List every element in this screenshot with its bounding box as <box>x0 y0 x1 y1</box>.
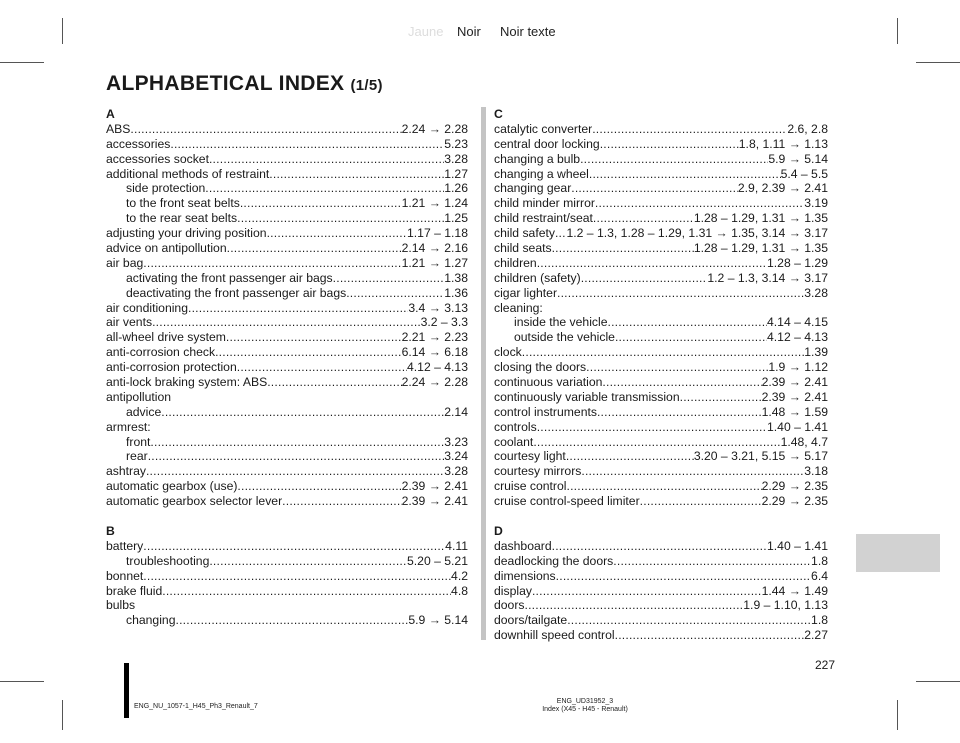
entry-page-ref: 5.23 <box>444 136 468 151</box>
index-entry <box>494 360 828 375</box>
page-title <box>106 72 383 96</box>
index-subentry <box>106 449 468 464</box>
dot-leader <box>613 554 811 569</box>
entry-label: rear <box>126 449 148 464</box>
dot-leader <box>615 330 767 345</box>
index-entry <box>494 464 828 479</box>
dot-leader <box>205 181 444 196</box>
entry-label: downhill speed control <box>494 628 615 643</box>
entry-label: to the rear seat belts <box>126 211 238 226</box>
entry-label: deactivating the front passenger air bags <box>126 285 347 300</box>
index-entry <box>106 375 468 390</box>
entry-label: children <box>494 255 537 270</box>
page-title-part: (1/5) <box>350 77 383 94</box>
index-entry <box>494 449 828 464</box>
entry-page-ref: 3.20 – 3.21, 5.15 → 5.17 <box>693 449 828 464</box>
dot-leader <box>269 167 444 182</box>
dot-leader <box>581 271 708 286</box>
entry-page-ref: 1.40 – 1.41 <box>767 419 828 434</box>
entry-page-ref: 2.14 <box>444 404 468 419</box>
dot-leader <box>615 628 805 643</box>
index-entry <box>494 152 828 167</box>
index-entry <box>494 435 828 450</box>
dot-leader <box>522 345 804 360</box>
entry-label: continuously variable transmission <box>494 389 680 404</box>
footer-left-code: ENG_NU_1057-1_H45_Ph3_Renault_7 <box>134 703 258 710</box>
entry-label: anti-lock braking system: ABS <box>106 375 268 390</box>
entry-label: adjusting your driving position <box>106 226 267 241</box>
entry-label: additional methods of restraint <box>106 166 270 181</box>
entry-page-ref: 3.23 <box>444 434 468 449</box>
entry-page-ref: 1.27 <box>444 166 468 181</box>
index-entry <box>106 122 468 137</box>
entry-page-ref: 1.21 → 1.27 <box>401 255 468 270</box>
index-subentry <box>106 613 468 628</box>
index-section-letter: B <box>106 523 115 538</box>
entry-page-ref: 6.4 <box>811 568 828 583</box>
entry-label: to the front seat belts <box>126 196 240 211</box>
entry-label: automatic gearbox (use) <box>106 479 238 494</box>
entry-label: cruise control-speed limiter <box>494 494 640 509</box>
entry-label: inside the vehicle <box>514 315 608 330</box>
entry-label: catalytic converter <box>494 121 593 136</box>
entry-page-ref: 3.2 – 3.3 <box>420 315 468 330</box>
index-entry <box>494 286 828 301</box>
entry-label: accessories <box>106 136 171 151</box>
index-subentry <box>494 315 828 330</box>
entry-page-ref: 1.39 <box>804 345 828 360</box>
dot-leader <box>162 584 451 599</box>
index-entry <box>106 345 468 360</box>
entry-page-ref: 1.9 → 1.12 <box>768 360 828 375</box>
index-entry <box>494 539 828 554</box>
index-entry <box>106 569 468 584</box>
entry-page-ref: 2.21 → 2.23 <box>401 330 468 345</box>
index-heading: cleaning: <box>494 300 543 315</box>
entry-page-ref: 2.14 → 2.16 <box>401 241 468 256</box>
index-section-letter: C <box>494 107 503 121</box>
index-subentry <box>106 271 468 286</box>
crop-mark <box>0 681 44 682</box>
entry-label: display <box>494 583 532 598</box>
entry-page-ref: 2.24 → 2.28 <box>401 375 468 390</box>
entry-label: child safety <box>494 226 555 241</box>
index-entry <box>494 241 828 256</box>
index-entry <box>106 226 468 241</box>
index-entry <box>494 420 828 435</box>
index-entry <box>106 241 468 256</box>
dot-leader <box>188 301 408 316</box>
entry-label: children (safety) <box>494 270 581 285</box>
dot-leader <box>209 152 444 167</box>
dot-leader <box>215 345 402 360</box>
index-subentry <box>106 181 468 196</box>
entry-page-ref: 1.8 <box>811 613 828 628</box>
entry-label: accessories socket <box>106 151 209 166</box>
entry-label: deadlocking the doors <box>494 553 614 568</box>
dot-leader <box>143 569 451 584</box>
footer-right-code <box>520 698 650 714</box>
entry-label: changing a bulb <box>494 151 581 166</box>
dot-leader <box>566 479 761 494</box>
dot-leader <box>152 315 421 330</box>
dot-leader <box>586 360 768 375</box>
dot-leader <box>209 554 407 569</box>
index-entry <box>494 226 828 241</box>
index-heading: armrest: <box>106 419 151 434</box>
dot-leader <box>581 464 804 479</box>
crop-mark <box>62 700 63 730</box>
dot-leader <box>533 435 780 450</box>
index-entry <box>494 137 828 152</box>
entry-label: continuous variation <box>494 375 603 390</box>
entry-page-ref: 3.19 <box>804 196 828 211</box>
dot-leader <box>571 181 738 196</box>
entry-label: dimensions <box>494 568 556 583</box>
entry-page-ref: 1.40 – 1.41 <box>767 538 828 553</box>
footer-right-line1: ENG_UD31952_3 <box>556 698 614 705</box>
entry-label: air vents <box>106 315 153 330</box>
dot-leader <box>226 330 402 345</box>
index-entry <box>494 181 828 196</box>
dot-leader <box>566 449 694 464</box>
entry-page-ref: 2.29 → 2.35 <box>761 494 828 509</box>
index-subentry <box>106 554 468 569</box>
entry-page-ref: 1.8, 1.11 → 1.13 <box>738 136 828 151</box>
entry-page-ref: 2.6, 2.8 <box>787 121 828 136</box>
dot-leader <box>567 613 811 628</box>
dot-leader <box>537 420 767 435</box>
index-entry <box>494 613 828 628</box>
entry-page-ref: 1.28 – 1.29 <box>767 255 828 270</box>
entry-label: front <box>126 434 151 449</box>
dot-leader <box>600 137 739 152</box>
index-subentry <box>106 286 468 301</box>
footer-right-line2: Index (X45 - H45 - Renault) <box>542 706 628 713</box>
index-entry <box>494 569 828 584</box>
index-entry <box>494 390 828 405</box>
entry-label: activating the front passenger air bags <box>126 270 333 285</box>
index-subentry <box>106 405 468 420</box>
entry-label: automatic gearbox selector lever <box>106 494 283 509</box>
dot-leader <box>532 584 762 599</box>
crop-mark <box>897 18 898 44</box>
entry-label: controls <box>494 419 537 434</box>
dot-leader <box>552 539 767 554</box>
entry-label: courtesy mirrors <box>494 464 582 479</box>
index-entry <box>106 256 468 271</box>
entry-page-ref: 3.28 <box>804 285 828 300</box>
entry-page-ref: 2.39 → 2.41 <box>761 375 828 390</box>
entry-page-ref: 1.25 <box>444 211 468 226</box>
entry-label: changing a wheel <box>494 166 589 181</box>
dot-leader <box>237 211 444 226</box>
entry-page-ref: 1.28 – 1.29, 1.31 → 1.35 <box>693 211 828 226</box>
entry-page-ref: 1.2 – 1.3, 3.14 → 3.17 <box>707 270 828 285</box>
entry-label: closing the doors <box>494 360 587 375</box>
index-entry <box>494 211 828 226</box>
index-entry <box>106 539 468 554</box>
index-entry <box>494 628 828 643</box>
dot-leader <box>608 315 768 330</box>
dot-leader <box>143 539 445 554</box>
crop-mark <box>62 18 63 44</box>
index-entry <box>494 167 828 182</box>
index-entry <box>494 584 828 599</box>
dot-leader <box>580 152 768 167</box>
dot-leader <box>237 479 401 494</box>
entry-page-ref: 5.9 → 5.14 <box>408 613 468 628</box>
entry-label: ABS <box>106 121 131 136</box>
dot-leader <box>161 405 444 420</box>
dot-leader <box>593 211 694 226</box>
entry-page-ref: 4.8 <box>451 583 468 598</box>
dot-leader <box>557 286 804 301</box>
index-entry <box>494 405 828 420</box>
entry-label: troubleshooting <box>126 553 210 568</box>
dot-leader <box>556 569 811 584</box>
entry-page-ref: 1.48 → 1.59 <box>761 404 828 419</box>
index-entry <box>494 196 828 211</box>
entry-page-ref: 2.24 → 2.28 <box>401 121 468 136</box>
entry-label: all-wheel drive system <box>106 330 226 345</box>
entry-page-ref: 2.39 → 2.41 <box>401 494 468 509</box>
entry-label: child seats <box>494 241 552 256</box>
dot-leader <box>282 494 401 509</box>
entry-page-ref: 1.48, 4.7 <box>780 434 828 449</box>
entry-label: coolant <box>494 434 534 449</box>
header-color-label: Noir texte <box>500 24 556 39</box>
index-entry <box>106 479 468 494</box>
section-tab <box>856 534 940 572</box>
dot-leader <box>267 375 401 390</box>
index-entry <box>494 345 828 360</box>
spacer <box>494 509 828 524</box>
index-subentry <box>494 330 828 345</box>
entry-page-ref: 4.12 – 4.13 <box>407 360 468 375</box>
entry-label: advice on antipollution <box>106 241 227 256</box>
entry-page-ref: 1.26 <box>444 181 468 196</box>
entry-page-ref: 1.44 → 1.49 <box>761 583 828 598</box>
dot-leader <box>525 598 744 613</box>
index-column-right <box>494 107 828 643</box>
entry-label: dashboard <box>494 538 552 553</box>
entry-page-ref: 4.2 <box>451 568 468 583</box>
dot-leader <box>146 464 444 479</box>
dot-leader <box>150 435 444 450</box>
dot-leader <box>346 286 444 301</box>
crop-mark <box>916 62 960 63</box>
dot-leader <box>680 390 762 405</box>
entry-label: cruise control <box>494 479 567 494</box>
entry-label: clock <box>494 345 522 360</box>
entry-page-ref: 4.14 – 4.15 <box>767 315 828 330</box>
entry-label: battery <box>106 538 144 553</box>
index-subentry <box>106 211 468 226</box>
entry-page-ref: 3.28 <box>444 464 468 479</box>
entry-page-ref: 4.11 <box>445 538 468 553</box>
dot-leader <box>552 241 694 256</box>
dot-leader <box>537 256 767 271</box>
index-entry <box>494 271 828 286</box>
index-column-left <box>106 107 468 628</box>
entry-label: changing gear <box>494 181 572 196</box>
dot-leader <box>333 271 445 286</box>
entry-label: bonnet <box>106 568 144 583</box>
dot-leader <box>597 405 762 420</box>
dot-leader <box>267 226 407 241</box>
entry-page-ref: 6.14 → 6.18 <box>401 345 468 360</box>
dot-leader <box>148 449 445 464</box>
index-entry <box>494 494 828 509</box>
entry-page-ref: 2.39 → 2.41 <box>401 479 468 494</box>
index-entry <box>106 301 468 316</box>
header-color-label: Jaune <box>408 24 444 39</box>
entry-label: air bag <box>106 255 144 270</box>
index-subentry <box>106 435 468 450</box>
footer-bar <box>124 663 129 718</box>
index-heading: antipollution <box>106 389 172 404</box>
index-entry <box>106 360 468 375</box>
crop-mark <box>0 62 44 63</box>
index-entry <box>494 554 828 569</box>
index-section-letter: A <box>106 107 115 121</box>
dot-leader <box>130 122 401 137</box>
entry-label: central door locking <box>494 136 600 151</box>
entry-page-ref: 2.39 → 2.41 <box>761 389 828 404</box>
entry-label: anti-corrosion protection <box>106 360 237 375</box>
index-subentry <box>106 196 468 211</box>
entry-page-ref: 1.38 <box>444 270 468 285</box>
entry-label: child restraint/seat <box>494 211 593 226</box>
entry-page-ref: 3.4 → 3.13 <box>408 300 468 315</box>
index-entry <box>106 315 468 330</box>
entry-page-ref: 3.18 <box>804 464 828 479</box>
dot-leader <box>143 256 401 271</box>
index-entry <box>494 122 828 137</box>
dot-leader <box>640 494 762 509</box>
entry-page-ref: 3.24 <box>444 449 468 464</box>
entry-page-ref: 1.36 <box>444 285 468 300</box>
dot-leader <box>170 137 444 152</box>
spacer <box>106 509 468 524</box>
entry-page-ref: 5.20 – 5.21 <box>407 553 468 568</box>
index-entry <box>106 152 468 167</box>
dot-leader <box>592 122 787 137</box>
entry-label: brake fluid <box>106 583 163 598</box>
entry-page-ref: 1.21 → 1.24 <box>401 196 468 211</box>
index-entry <box>106 137 468 152</box>
entry-label: anti-corrosion check <box>106 345 216 360</box>
entry-page-ref: 1.2 – 1.3, 1.28 – 1.29, 1.31 → 1.35, 3.14 → 3.17 <box>566 226 828 241</box>
index-entry <box>494 598 828 613</box>
entry-page-ref: 4.12 – 4.13 <box>767 330 828 345</box>
index-entry <box>106 330 468 345</box>
index-entry <box>106 584 468 599</box>
entry-label: ashtray <box>106 464 146 479</box>
entry-label: side protection <box>126 181 206 196</box>
entry-page-ref: 1.17 – 1.18 <box>407 226 468 241</box>
entry-label: advice <box>126 404 162 419</box>
index-section-letter: D <box>494 523 503 538</box>
dot-leader <box>602 375 761 390</box>
dot-leader <box>240 196 402 211</box>
index-entry <box>494 479 828 494</box>
crop-mark <box>897 700 898 730</box>
entry-page-ref: 1.8 <box>811 553 828 568</box>
entry-page-ref: 2.27 <box>804 628 828 643</box>
dot-leader <box>237 360 407 375</box>
entry-page-ref: 2.29 → 2.35 <box>761 479 828 494</box>
entry-page-ref: 2.9, 2.39 → 2.41 <box>737 181 828 196</box>
entry-label: courtesy light <box>494 449 566 464</box>
index-entry <box>494 256 828 271</box>
column-divider <box>481 107 486 640</box>
entry-page-ref: 5.4 – 5.5 <box>780 166 828 181</box>
dot-leader <box>227 241 402 256</box>
entry-label: outside the vehicle <box>514 330 615 345</box>
entry-label: child minder mirror <box>494 196 595 211</box>
entry-label: doors/tailgate <box>494 613 568 628</box>
dot-leader <box>595 196 804 211</box>
crop-mark <box>916 681 960 682</box>
dot-leader <box>555 226 566 241</box>
entry-label: cigar lighter <box>494 285 557 300</box>
index-entry <box>106 494 468 509</box>
page-number: 227 <box>815 658 836 672</box>
entry-page-ref: 3.28 <box>444 151 468 166</box>
header-color-label: Noir <box>457 24 481 39</box>
entry-label: control instruments <box>494 404 597 419</box>
entry-label: doors <box>494 598 525 613</box>
entry-page-ref: 1.28 – 1.29, 1.31 → 1.35 <box>693 241 828 256</box>
index-entry <box>106 167 468 182</box>
entry-label: air conditioning <box>106 300 188 315</box>
index-heading: bulbs <box>106 598 136 613</box>
entry-page-ref: 5.9 → 5.14 <box>768 151 828 166</box>
page-title-main: ALPHABETICAL INDEX <box>106 72 345 95</box>
entry-page-ref: 1.9 – 1.10, 1.13 <box>743 598 828 613</box>
entry-label: changing <box>126 613 176 628</box>
index-entry <box>494 375 828 390</box>
index-entry <box>106 464 468 479</box>
dot-leader <box>175 613 408 628</box>
dot-leader <box>589 167 781 182</box>
